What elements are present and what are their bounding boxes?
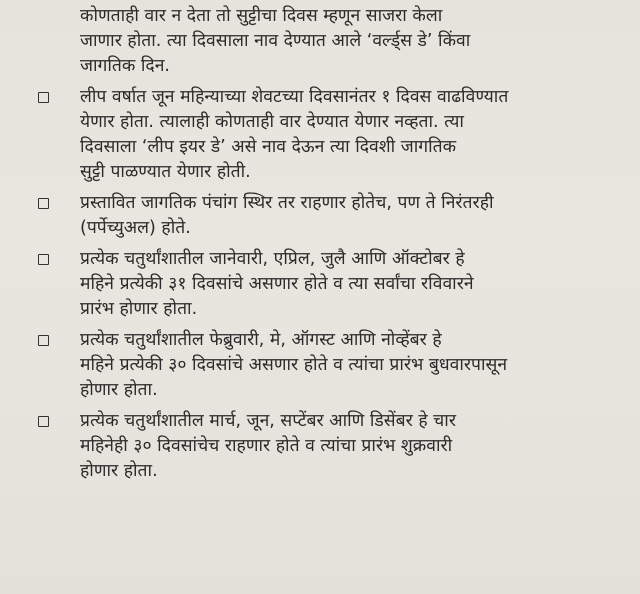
- text-line: प्रत्येक चतुर्थांशातील जानेवारी, एप्रिल, जुलै आणि ऑक्टोबर हे: [80, 249, 465, 269]
- text-line: जागतिक दिन.: [80, 56, 170, 76]
- checkbox-bullet-icon: [38, 254, 49, 265]
- text-line: होणार होता.: [80, 461, 158, 481]
- text-line: प्रत्येक चतुर्थांशातील मार्च, जून, सप्टेंबर आणि डिसेंबर हे चार: [80, 411, 456, 431]
- bullet-item: [80, 328, 610, 403]
- checkbox-bullet-icon: [38, 198, 49, 209]
- text-line: महिने प्रत्येकी ३१ दिवसांचे असणार होते व त्या सर्वांचा रविवारने: [80, 274, 474, 294]
- text-line: होणार होता.: [80, 380, 158, 400]
- checkbox-bullet-icon: [38, 416, 49, 427]
- checkbox-bullet-icon: [38, 335, 49, 346]
- text-line: प्रत्येक चतुर्थांशातील फेब्रुवारी, मे, ऑगस्ट आणि नोव्हेंबर हे: [80, 330, 442, 350]
- text-line: महिने प्रत्येकी ३० दिवसांचे असणार होते व त्यांचा प्रारंभ बुधवारपासून: [80, 355, 508, 375]
- bullet-item: [80, 191, 610, 241]
- text-line: महिनेही ३० दिवसांचेच राहणार होते व त्यांचा प्रारंभ शुक्रवारी: [80, 436, 453, 456]
- intro-paragraph: [80, 4, 610, 79]
- bullet-item: [80, 409, 610, 484]
- text-line: प्रस्तावित जागतिक पंचांग स्थिर तर राहणार होतेच, पण ते निरंतरही: [80, 193, 494, 213]
- text-line: कोणताही वार न देता तो सुट्टीचा दिवस म्हणून साजरा केला: [80, 6, 443, 26]
- text-line: येणार होता. त्यालाही कोणताही वार देण्यात येणार नव्हता. त्या: [80, 112, 464, 132]
- text-line: लीप वर्षात जून महिन्याच्या शेवटच्या दिवसानंतर १ दिवस वाढविण्यात: [80, 87, 509, 107]
- text-line: सुट्टी पाळण्यात येणार होती.: [80, 162, 251, 182]
- text-line: (पर्पेच्युअल) होते.: [80, 218, 191, 238]
- text-line: प्रारंभ होणार होता.: [80, 299, 198, 319]
- text-line: दिवसाला ‘लीप इयर डे’ असे नाव देऊन त्या दिवशी जागतिक: [80, 137, 457, 157]
- bullet-item: [80, 85, 610, 185]
- bullet-item: [80, 247, 610, 322]
- checkbox-bullet-icon: [38, 92, 49, 103]
- text-line: जाणार होता. त्या दिवसाला नाव देण्यात आले ‘वर्ल्ड्स डे’ किंवा: [80, 31, 471, 51]
